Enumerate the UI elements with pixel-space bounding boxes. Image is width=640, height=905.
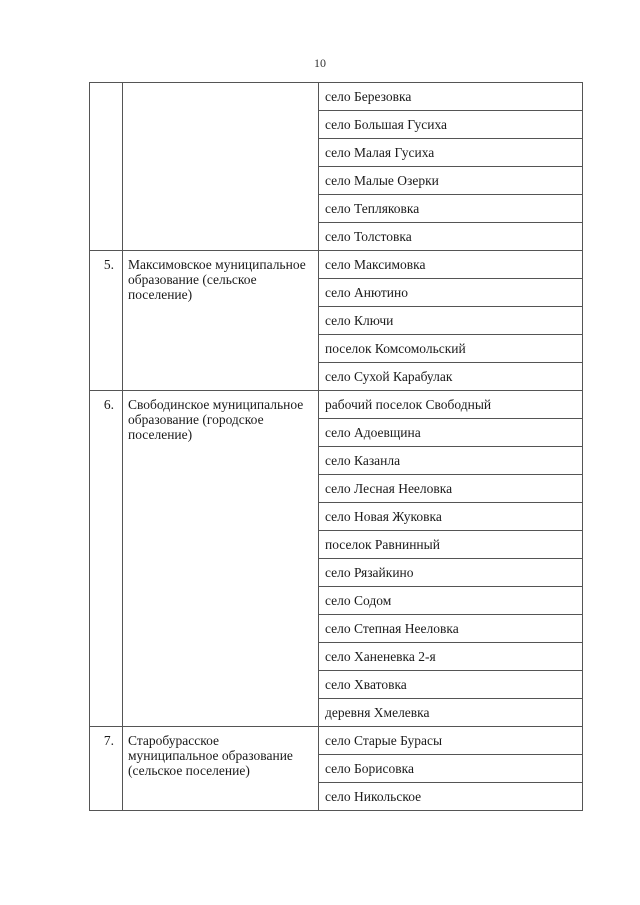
- table-body: [90, 83, 583, 811]
- municipality-name: Свободинское муниципальное образование (городское поселение): [123, 391, 319, 727]
- settlement-name: село Максимовка: [319, 251, 583, 279]
- municipality-number: 7.: [90, 727, 123, 811]
- municipality-number: 6.: [90, 391, 123, 727]
- settlement-name: поселок Комсомольский: [319, 335, 583, 363]
- municipality-name: Максимовское муниципальное образование (сельское поселение): [123, 251, 319, 391]
- settlement-name: село Малые Озерки: [319, 167, 583, 195]
- settlement-name: село Степная Нееловка: [319, 615, 583, 643]
- settlement-name: село Содом: [319, 587, 583, 615]
- municipality-number: [90, 83, 123, 251]
- municipality-name: Старобурасское муниципальное образование (сельское поселение): [123, 727, 319, 811]
- settlement-name: село Рязайкино: [319, 559, 583, 587]
- settlement-name: село Хватовка: [319, 671, 583, 699]
- table-row: [90, 251, 583, 279]
- settlement-name: село Ключи: [319, 307, 583, 335]
- settlement-name: рабочий поселок Свободный: [319, 391, 583, 419]
- settlement-name: село Ханеневка 2-я: [319, 643, 583, 671]
- settlement-name: село Старые Бурасы: [319, 727, 583, 755]
- page-number: 10: [314, 56, 326, 70]
- table-row: [90, 391, 583, 419]
- settlement-name: село Тепляковка: [319, 195, 583, 223]
- settlement-name: поселок Равнинный: [319, 531, 583, 559]
- settlement-name: село Борисовка: [319, 755, 583, 783]
- settlement-name: село Березовка: [319, 83, 583, 111]
- settlement-name: село Малая Гусиха: [319, 139, 583, 167]
- settlement-name: село Адоевщина: [319, 419, 583, 447]
- settlement-name: село Толстовка: [319, 223, 583, 251]
- table-row: [90, 727, 583, 755]
- settlement-name: село Никольское: [319, 783, 583, 811]
- settlement-name: село Большая Гусиха: [319, 111, 583, 139]
- table-row: [90, 83, 583, 111]
- settlement-name: село Казанла: [319, 447, 583, 475]
- settlements-table: [89, 82, 583, 811]
- settlement-name: село Сухой Карабулак: [319, 363, 583, 391]
- settlement-name: деревня Хмелевка: [319, 699, 583, 727]
- municipality-number: 5.: [90, 251, 123, 391]
- municipality-name: [123, 83, 319, 251]
- settlement-name: село Новая Жуковка: [319, 503, 583, 531]
- settlement-name: село Анютино: [319, 279, 583, 307]
- settlement-name: село Лесная Нееловка: [319, 475, 583, 503]
